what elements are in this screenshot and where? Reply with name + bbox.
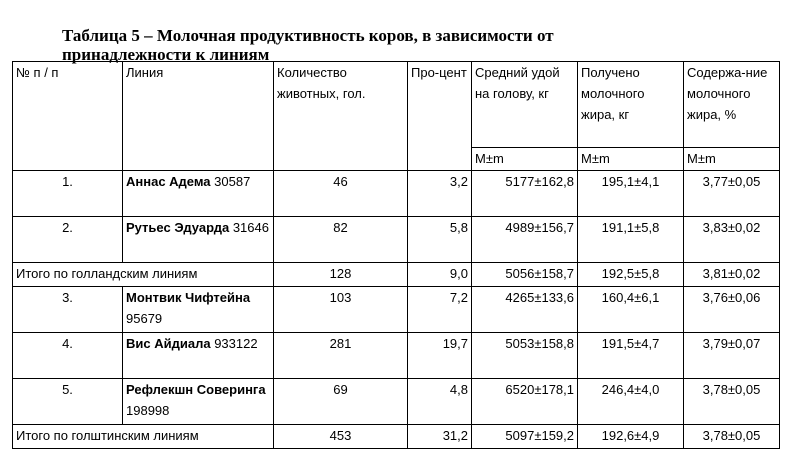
line-code: 31646 (232, 220, 269, 235)
table-title: Таблица 5 – Молочная продуктивность коров, в зависимости от принадлежности к линиям (62, 26, 554, 64)
yield-cell: 6520±178,1 (472, 379, 578, 425)
line-code: 30587 (214, 174, 251, 189)
percent-cell: 5,8 (408, 217, 472, 263)
productivity-table (12, 61, 780, 449)
count-cell: 453 (274, 425, 408, 449)
line-cell (123, 333, 274, 379)
yield-cell: 4989±156,7 (472, 217, 578, 263)
table-row (13, 379, 780, 425)
percent-cell: 4,8 (408, 379, 472, 425)
subheader-yield: M±m (472, 147, 578, 170)
yield-cell: 5097±159,2 (472, 425, 578, 449)
fat-pct-cell: 3,78±0,05 (684, 379, 780, 425)
fat-pct-cell: 3,83±0,02 (684, 217, 780, 263)
fat-kg-cell: 192,6±4,9 (578, 425, 684, 449)
table-row (13, 217, 780, 263)
yield-cell: 4265±133,6 (472, 287, 578, 333)
fat-kg-cell: 192,5±5,8 (578, 263, 684, 287)
yield-cell: 5177±162,8 (472, 171, 578, 217)
row-number: 3. (13, 287, 123, 333)
subheader-fat-pct: M±m (684, 147, 780, 170)
percent-cell: 9,0 (408, 263, 472, 287)
header-percent: Про-цент (408, 62, 472, 171)
row-number: 2. (13, 217, 123, 263)
header-row (13, 62, 780, 148)
table-body (13, 171, 780, 449)
line-cell (123, 287, 274, 333)
line-cell (123, 171, 274, 217)
line-cell (123, 217, 274, 263)
fat-kg-cell: 191,1±5,8 (578, 217, 684, 263)
total-row (13, 425, 780, 449)
total-label: Итого по голштинским линиям (13, 425, 274, 449)
header-count: Количество животных, гол. (274, 62, 408, 171)
table-row (13, 287, 780, 333)
percent-cell: 7,2 (408, 287, 472, 333)
line-name: Рутьес Эдуарда (126, 220, 230, 235)
line-name: Монтвик Чифтейна (126, 290, 251, 305)
header-yield: Средний удой на голову, кг (472, 62, 578, 148)
header-line: Линия (123, 62, 274, 171)
row-number: 5. (13, 379, 123, 425)
count-cell: 128 (274, 263, 408, 287)
row-number: 4. (13, 333, 123, 379)
count-cell: 46 (274, 171, 408, 217)
percent-cell: 3,2 (408, 171, 472, 217)
percent-cell: 31,2 (408, 425, 472, 449)
subheader-fat-kg: M±m (578, 147, 684, 170)
fat-pct-cell: 3,77±0,05 (684, 171, 780, 217)
fat-kg-cell: 195,1±4,1 (578, 171, 684, 217)
count-cell: 82 (274, 217, 408, 263)
line-name: Вис Айдиала (126, 336, 211, 351)
header-num: № п / п (13, 62, 123, 171)
table-row (13, 171, 780, 217)
fat-kg-cell: 191,5±4,7 (578, 333, 684, 379)
line-code: 95679 (126, 311, 163, 326)
count-cell: 281 (274, 333, 408, 379)
line-name: Рефлекшн Соверинга (126, 382, 266, 397)
header-fat-kg: Получено молочного жира, кг (578, 62, 684, 148)
total-label: Итого по голландским линиям (13, 263, 274, 287)
line-name: Аннас Адема (126, 174, 211, 189)
line-cell (123, 379, 274, 425)
fat-pct-cell: 3,81±0,02 (684, 263, 780, 287)
total-row (13, 263, 780, 287)
count-cell: 103 (274, 287, 408, 333)
percent-cell: 19,7 (408, 333, 472, 379)
line-code: 198998 (126, 403, 170, 418)
fat-pct-cell: 3,78±0,05 (684, 425, 780, 449)
line-code: 933122 (214, 336, 258, 351)
yield-cell: 5056±158,7 (472, 263, 578, 287)
fat-kg-cell: 246,4±4,0 (578, 379, 684, 425)
fat-pct-cell: 3,79±0,07 (684, 333, 780, 379)
fat-kg-cell: 160,4±6,1 (578, 287, 684, 333)
yield-cell: 5053±158,8 (472, 333, 578, 379)
count-cell: 69 (274, 379, 408, 425)
row-number: 1. (13, 171, 123, 217)
header-fat-pct: Содержа-ние молочного жира, % (684, 62, 780, 148)
fat-pct-cell: 3,76±0,06 (684, 287, 780, 333)
table-row (13, 333, 780, 379)
